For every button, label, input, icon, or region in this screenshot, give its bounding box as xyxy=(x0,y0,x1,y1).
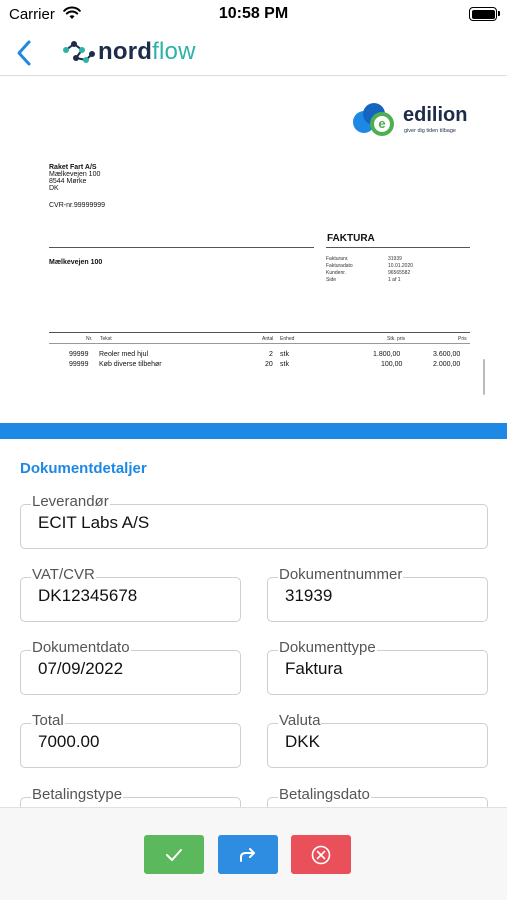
meta-value: 1 af 1 xyxy=(388,277,401,283)
vat-field[interactable] xyxy=(20,567,241,622)
column-header-pris: Pris xyxy=(458,336,467,342)
line-nr: 99999 xyxy=(69,361,89,368)
vat-input[interactable] xyxy=(38,586,229,606)
chevron-left-icon xyxy=(12,38,38,68)
carrier-label: Carrier xyxy=(9,6,55,23)
dokumentdato-input[interactable] xyxy=(38,659,229,679)
meta-value: 31939 xyxy=(388,256,402,262)
dokumenttype-label: Dokumenttype xyxy=(279,639,376,656)
close-circle-icon xyxy=(311,845,331,865)
meta-value: 10.01.2020 xyxy=(388,263,414,269)
column-header-enhed: Enhed xyxy=(280,336,295,342)
edilion-tagline: giver dig tiden tilbage xyxy=(404,128,456,134)
nordflow-logo xyxy=(62,38,196,66)
sender-country: DK xyxy=(49,185,59,192)
line-tekst: Køb diverse tilbehør xyxy=(99,361,162,368)
nav-bar xyxy=(0,30,507,76)
column-header-nr: Nr. xyxy=(86,336,93,342)
section-title: Dokumentdetaljer xyxy=(20,460,147,477)
edilion-brand: edilion xyxy=(403,104,468,126)
invoice-preview[interactable] xyxy=(0,77,507,423)
column-header-tekst: Tekst xyxy=(100,336,112,342)
recipient-address: Mælkevejen 100 xyxy=(49,259,103,266)
meta-label: Side xyxy=(326,277,337,283)
dokumentdato-label: Dokumentdato xyxy=(32,639,130,656)
total-label: Total xyxy=(32,712,64,729)
clock: 10:58 PM xyxy=(218,5,289,22)
logo-flow-text: flow xyxy=(152,38,196,65)
action-bar xyxy=(0,807,507,900)
svg-text:e: e xyxy=(378,116,386,131)
checkmark-icon xyxy=(165,848,183,862)
leverandor-field[interactable] xyxy=(20,494,488,549)
line-stk-pris: 1.800,00 xyxy=(373,351,401,358)
line-nr: 99999 xyxy=(69,351,89,358)
line-pris: 2.000,00 xyxy=(433,361,461,368)
line-tekst: Reoler med hjul xyxy=(99,351,149,358)
dokumentnummer-field[interactable] xyxy=(267,567,488,622)
nordflow-mark-icon xyxy=(62,38,96,66)
column-header-antal: Antal xyxy=(262,336,274,342)
dokumentnummer-input[interactable] xyxy=(285,586,476,606)
column-header-stk-pris: Stk. pris xyxy=(387,336,406,342)
dokumenttype-input[interactable] xyxy=(285,659,476,679)
line-pris: 3.600,00 xyxy=(433,351,461,358)
back-button[interactable] xyxy=(12,38,38,68)
forward-arrow-icon xyxy=(238,847,258,863)
total-input[interactable] xyxy=(38,732,229,752)
total-field[interactable] xyxy=(20,713,241,768)
meta-label: Fakturanr. xyxy=(326,256,349,262)
vat-label: VAT/CVR xyxy=(32,566,95,583)
valuta-field[interactable] xyxy=(267,713,488,768)
meta-label: Fakturadato xyxy=(326,263,353,269)
battery-icon xyxy=(469,7,497,21)
sender-city: 8544 Mørke xyxy=(49,178,87,185)
forward-button[interactable] xyxy=(218,835,278,874)
line-antal: 20 xyxy=(265,361,273,368)
leverandor-label: Leverandør xyxy=(32,493,109,510)
betalingsdato-label: Betalingsdato xyxy=(279,786,370,803)
line-stk-pris: 100,00 xyxy=(381,361,403,368)
leverandor-input[interactable] xyxy=(38,513,476,533)
status-bar xyxy=(0,0,507,30)
valuta-input[interactable] xyxy=(285,732,476,752)
sender-name: Raket Fart A/S xyxy=(49,164,97,171)
preview-divider xyxy=(0,423,507,439)
sender-street: Mælkevejen 100 xyxy=(49,171,101,178)
preview-scrollbar[interactable] xyxy=(483,359,485,395)
document-title: FAKTURA xyxy=(327,233,375,244)
line-enhed: stk xyxy=(280,351,289,358)
betalingstype-label: Betalingstype xyxy=(32,786,123,803)
dokumentdato-field[interactable] xyxy=(20,640,241,695)
approve-button[interactable] xyxy=(144,835,204,874)
line-antal: 2 xyxy=(269,351,273,358)
meta-label: Kundenr. xyxy=(326,270,347,276)
meta-value: 96565582 xyxy=(388,270,411,276)
dokumenttype-field[interactable] xyxy=(267,640,488,695)
logo-nord-text: nord xyxy=(98,38,153,65)
sender-cvr: CVR-nr.99999999 xyxy=(49,202,106,209)
dokumentnummer-label: Dokumentnummer xyxy=(279,566,403,583)
line-enhed: stk xyxy=(280,361,289,368)
reject-button[interactable] xyxy=(291,835,351,874)
valuta-label: Valuta xyxy=(279,712,321,729)
